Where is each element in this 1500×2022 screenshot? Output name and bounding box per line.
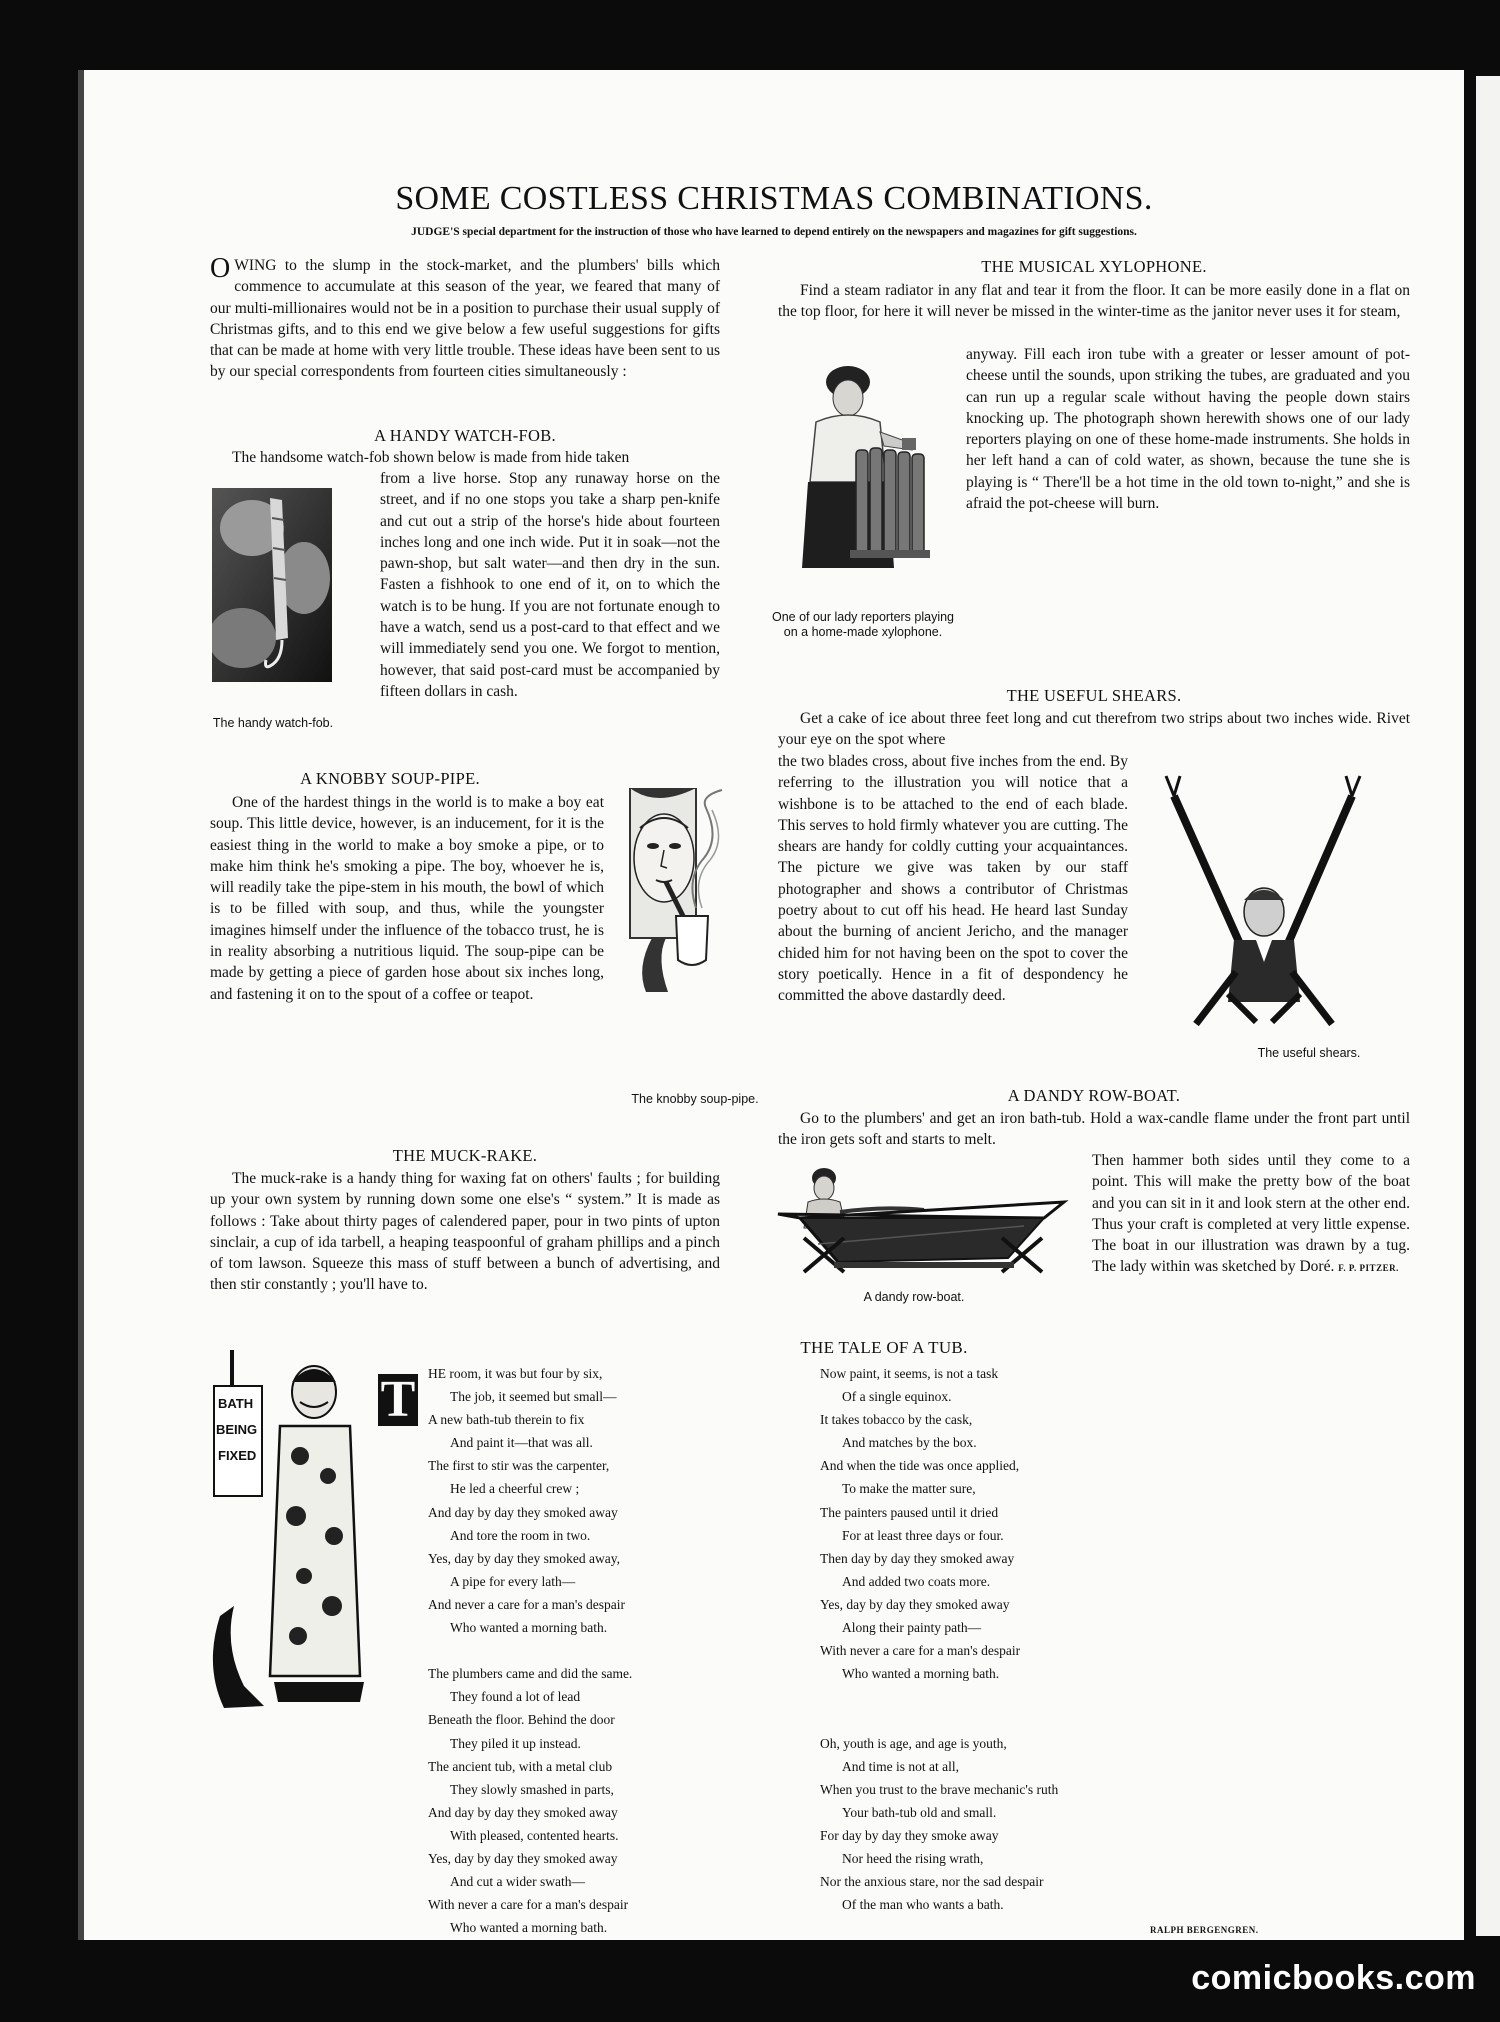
- poem-line: Yes, day by day they smoked away,: [428, 1550, 620, 1566]
- page: [84, 70, 1464, 1940]
- rowboat-caption: A dandy row-boat.: [863, 1290, 965, 1304]
- poem-line: [820, 1708, 1140, 1731]
- poem-line: A new bath-tub therein to fix: [428, 1412, 585, 1428]
- muckrake-heading: THE MUCK-RAKE.: [392, 1146, 538, 1165]
- watchfob-illustration: [212, 488, 332, 682]
- poem-line: And tore the room in two.: [450, 1527, 591, 1543]
- poem-line: They piled it up instead.: [450, 1735, 581, 1751]
- intro-dropcap: O: [210, 253, 231, 284]
- poem-line: And matches by the box.: [842, 1435, 977, 1451]
- xylophone-text2: anyway. Fill each iron tube with a greater or lesser amount of pot-cheese until the sounds, upon striking the tubes, are graduated and you can run up a regular scale without having the people down stairs knocking up. The photograph shown herewith shows one of our lady reporters playing on one of these home-made instruments. She holds in her left hand a can of cold water, as shown, because the tune she is playing is “ There'll be a hot time in the old town to-night,” and she is afraid the pot-cheese will burn.: [966, 346, 1410, 513]
- xylophone-heading: THE MUSICAL XYLOPHONE.: [981, 257, 1207, 276]
- svg-text:FIXED: FIXED: [218, 1448, 257, 1463]
- rowboat-signature: F. P. PITZER.: [1338, 1263, 1399, 1274]
- poem-line: The painters paused until it dried: [820, 1504, 999, 1520]
- xylophone-text1: Find a steam radiator in any flat and tear it from the floor. It can be more easily done in a flat on the top floor, for here it will never be missed in the winter-time as the janitor never uses it for steam,: [778, 282, 1410, 321]
- shears-caption: The useful shears.: [1257, 1046, 1361, 1060]
- poem-line: And added two coats more.: [842, 1573, 991, 1589]
- poem-line: The ancient tub, with a metal club: [428, 1758, 613, 1774]
- poem-line: And time is not at all,: [842, 1758, 959, 1774]
- poem-line: With never a care for a man's despair: [820, 1643, 1021, 1659]
- watchfob-heading: A HANDY WATCH-FOB.: [374, 426, 556, 445]
- poem-line: [428, 1639, 728, 1662]
- poem-line: With pleased, contented hearts.: [450, 1827, 619, 1843]
- poem-line: For day by day they smoke away: [820, 1827, 999, 1843]
- rowboat-text1: Go to the plumbers' and get an iron bath-tub. Hold a wax-candle flame under the front part until the iron gets soft and starts to melt.: [778, 1110, 1410, 1149]
- poem-signature: RALPH BERGENGREN.: [1150, 1925, 1259, 1935]
- xylophone-illustration: [786, 342, 936, 612]
- poem-line: For at least three days or four.: [842, 1527, 1004, 1543]
- poem-line: And never a care for a man's despair: [428, 1596, 625, 1612]
- xylophone-photo: [786, 342, 936, 612]
- shears-heading: THE USEFUL SHEARS.: [1006, 686, 1182, 705]
- poem-line: Yes, day by day they smoked away: [820, 1596, 1010, 1612]
- facing-page-edge: [1476, 76, 1500, 1936]
- souppipe-text: One of the hardest things in the world is to make a boy eat soup. This little device, however, is an inducement, for it is the easiest thing in the world to make a boy smoke a pipe, or to make him think he's smoking a pipe. The boy, whoever he is, will readily take the pipe-stem in his mouth, the bowl of which is to be filled with soup, and thus, while the youngster imagines himself under the influence of the tobacco trust, he is in reality absorbing a nutritious liquid. The soup-pipe can be made by getting a piece of garden hose about six inches long, and fastening it on to the spout of a coffee or teapot.: [210, 794, 604, 1003]
- rowboat-text2: [1092, 1150, 1410, 1280]
- poem-line: Yes, day by day they smoked away: [428, 1850, 618, 1866]
- poem-line: Of the man who wants a bath.: [842, 1897, 1004, 1913]
- poem-line: Oh, youth is age, and age is youth,: [820, 1735, 1007, 1751]
- poem-line: And paint it—that was all.: [450, 1435, 593, 1451]
- poem-line: The first to stir was the carpenter,: [428, 1458, 610, 1474]
- watchfob-photo: [212, 488, 332, 682]
- watchfob-caption: The handy watch-fob.: [212, 716, 334, 730]
- poem-heading: THE TALE OF A TUB.: [800, 1338, 968, 1357]
- poem-line: Along their painty path—: [842, 1620, 982, 1636]
- poem-column-1: [428, 1362, 728, 1939]
- poem-line: Your bath-tub old and small.: [842, 1804, 997, 1820]
- souppipe-illustration: [626, 788, 738, 994]
- page-subtitle: JUDGE'S special department for the instruction of those who have learned to depend entirely on the newspapers and magazines for gift suggestions.: [411, 226, 1137, 238]
- poem-line: They slowly smashed in parts,: [450, 1781, 614, 1797]
- poem-line: With never a care for a man's despair: [428, 1897, 629, 1913]
- poem-line: And cut a wider swath—: [450, 1874, 585, 1890]
- muckrake-text: The muck-rake is a handy thing for waxing fat on others' faults ; for building up your own system by running down some one else's “ system.” It is made as follows : Take about thirty pages of calendered paper, pour in two pints of upton sinclair, a cup of ida tarbell, a heaping teaspoonful of graham phillips and a pinch of tom lawson. Squeeze this mass of stuff between a bunch of advertising, and then stir constantly ; you'll have to.: [210, 1170, 720, 1294]
- poem-line: The plumbers came and did the same.: [428, 1666, 633, 1682]
- poem-line: And day by day they smoked away: [428, 1804, 618, 1820]
- intro-text: WING to the slump in the stock-market, and the plumbers' bills which commence to accumulate at this season of the year, we feared that many of our multi-millionaires would not be in a position to purchase their usual supply of Christmas gifts, and to this end we give below a few useful suggestions for gifts that can be made at home with very little trouble. These ideas have been sent to us by our special correspondents from fourteen cities simultaneously :: [210, 257, 720, 381]
- intro-paragraph: [210, 255, 720, 383]
- rowboat-text2-body: Then hammer both sides until they come to a point. This will make the pretty bow of the boat and you can sit in it and look stern at the other end. Thus your craft is completed at very little expense. The boat in our illustration was drawn by a tug. The lady within was sketched by Doré.: [1092, 1152, 1410, 1276]
- poem-line: Who wanted a morning bath.: [842, 1666, 1000, 1682]
- poem-line: Who wanted a morning bath.: [450, 1920, 608, 1936]
- poem-line: They found a lot of lead: [450, 1689, 581, 1705]
- watchfob-line1: The handsome watch-fob shown below is made from hide taken: [232, 449, 630, 466]
- xylophone-caption: One of our lady reporters playing on a home-made xylophone.: [771, 610, 955, 639]
- poem-line: Who wanted a morning bath.: [450, 1620, 608, 1636]
- shears-illustration: [1150, 762, 1376, 1032]
- souppipe-caption: The knobby soup-pipe.: [631, 1092, 759, 1106]
- poem-line: To make the matter sure,: [842, 1481, 976, 1497]
- rowboat-heading: A DANDY ROW-BOAT.: [1007, 1086, 1181, 1105]
- poem-column-2: [820, 1362, 1140, 1916]
- poem-line: It takes tobacco by the cask,: [820, 1412, 973, 1428]
- svg-text:BEING: BEING: [216, 1422, 258, 1437]
- poem-line: Now paint, it seems, is not a task: [820, 1366, 999, 1381]
- rowboat-illustration: [774, 1162, 1074, 1292]
- poem-line: Beneath the floor. Behind the door: [428, 1712, 615, 1728]
- poem-line: The job, it seemed but small—: [450, 1389, 617, 1405]
- shears-text2: the two blades cross, about five inches from the end. By referring to the illustration you will notice that a wishbone is to be attached to the end of each blade. This serves to hold firmly whatever you are cutting. The shears are handy for coldly cutting your acquaintances. The picture we give was taken by our staff photographer and shows a contributor of Christmas poetry about to cut off his head. He heard last Sunday about the burning of ancient Jericho, and the manager chided him for not having been on the spot to cover the story poetically. Hence in a fit of despondency he committed the above dastardly deed.: [778, 753, 1128, 1005]
- poem-line: HE room, it was but four by six,: [428, 1366, 603, 1381]
- poem-line: [820, 1685, 1140, 1708]
- poem-line: And when the tide was once applied,: [820, 1458, 1020, 1474]
- poem-line: And day by day they smoked away: [428, 1504, 618, 1520]
- souppipe-heading: A KNOBBY SOUP-PIPE.: [300, 769, 480, 788]
- poem-dropcap: T: [378, 1374, 418, 1426]
- watchfob-text: from a live horse. Stop any runaway horse on the street, and if no one stops you take a sharp pen-knife and cut out a strip of the horse's hide about fourteen inches long and one inch wide. Put it in soak—not the pawn-shop, but salt water—and then dry in the sun. Fasten a fishhook to one end of it, on to which the watch is to be hung. If you are not fortunate enough to have a watch, send us a post-card to that effect and we will immediately send you one. We forgot to mention, however, that said post-card must be accompanied by fifteen dollars in cash.: [380, 470, 720, 700]
- watermark: comicbooks.com: [1191, 1959, 1476, 1997]
- poem-line: He led a cheerful crew ;: [450, 1481, 580, 1497]
- page-title: SOME COSTLESS CHRISTMAS COMBINATIONS.: [395, 180, 1153, 217]
- poem-line: Then day by day they smoked away: [820, 1550, 1015, 1566]
- poem-line: Nor the anxious stare, nor the sad despair: [820, 1874, 1044, 1890]
- poem-line: When you trust to the brave mechanic's ruth: [820, 1781, 1059, 1797]
- svg-text:BATH: BATH: [218, 1396, 254, 1411]
- poem-line: Nor heed the rising wrath,: [842, 1850, 984, 1866]
- shears-text1: Get a cake of ice about three feet long and cut therefrom two strips about two inches wide. Rivet your eye on the spot where: [778, 710, 1410, 749]
- poem-line: Of a single equinox.: [842, 1389, 952, 1405]
- poem-line: A pipe for every lath—: [450, 1573, 576, 1589]
